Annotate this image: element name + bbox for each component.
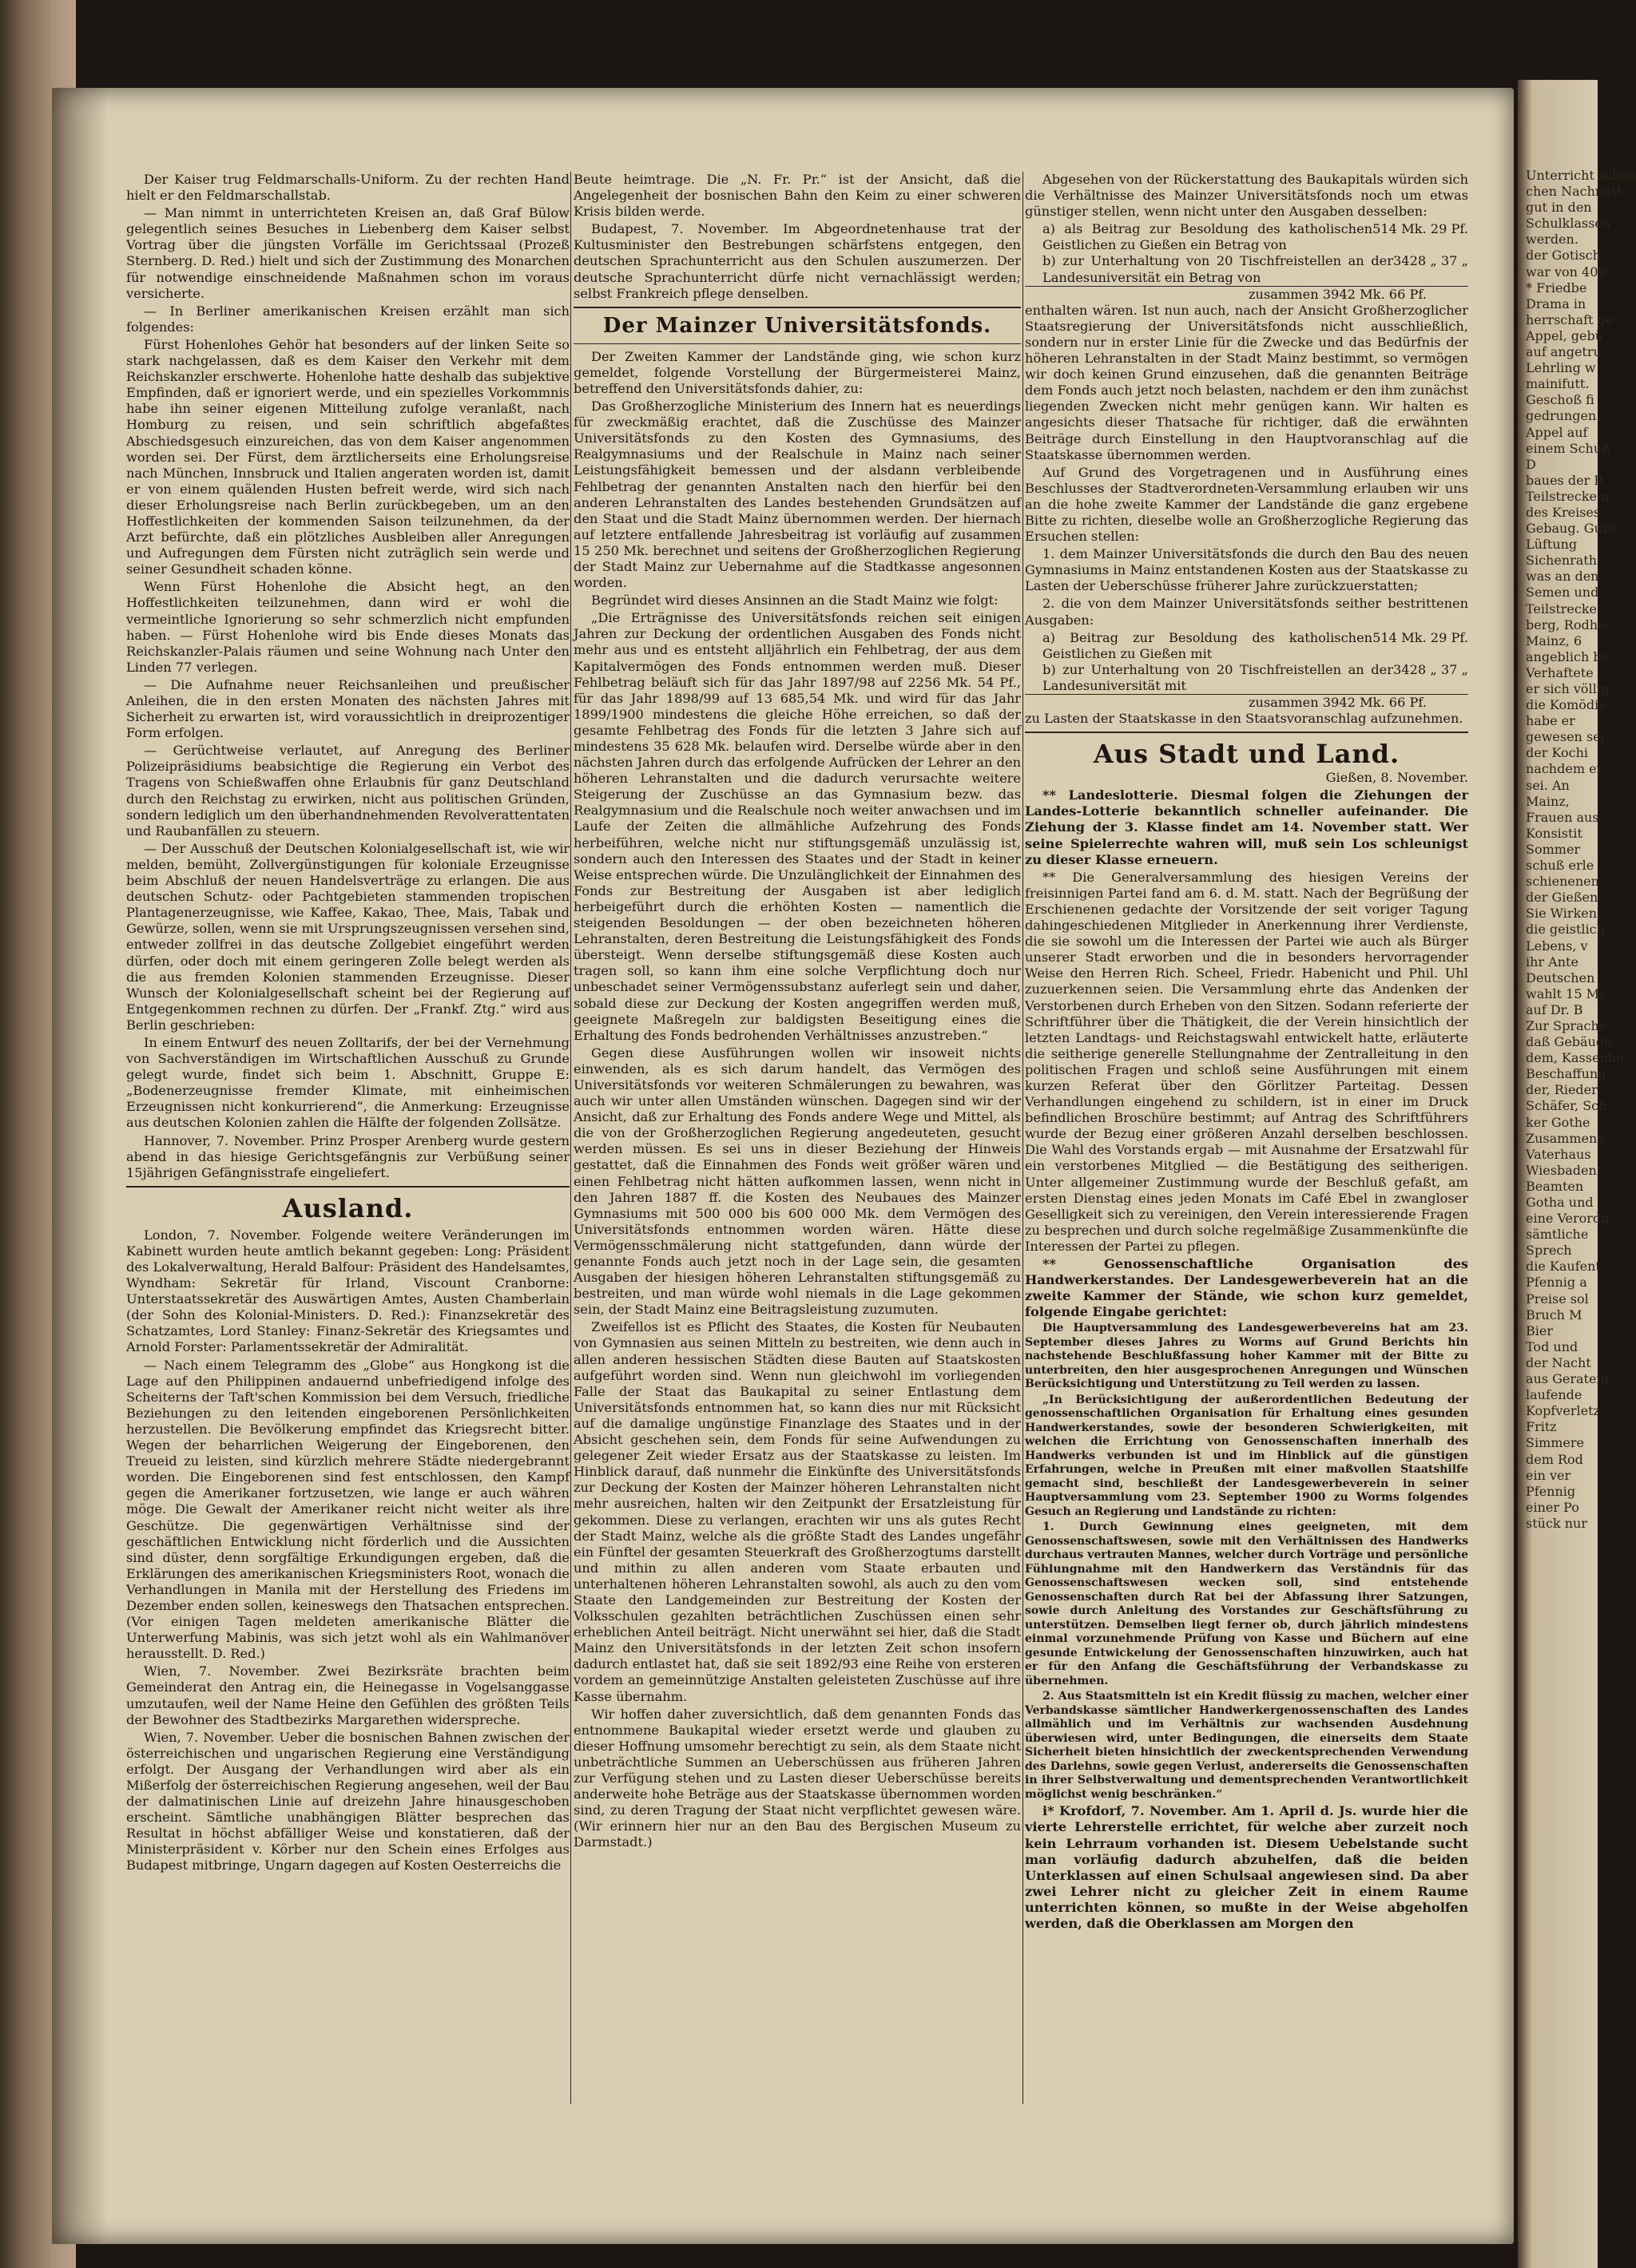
paragraph: Das Großherzogliche Ministerium des Innern hat es neuerdings für zweckmäßig erachtet, daß die Zuschüsse des Mainzer Universitätsfonds zu den Kosten des Gymnasiums, des Realgymnasiums und der Realschule in Mainz nach seiner Leistungsfähigkeit bemessen und der alsdann verbleibende Fehlbetrag der genannten Anstalten nach den hierfür bei den anderen Lehranstalten des Landes bestehenden Grundsätzen auf den Staat und die Stadt Mainz übernommen werden. Der hiernach auf letztere entfallende Jahresbeitrag ist vorläufig auf zusammen 15 250 Mk. berechnet und seitens der Großherzoglichen Regierung der Stadt Mainz zur Uebernahme auf die Stadtkasse angesonnen worden.: [574, 398, 1021, 591]
facing-page-line: Schäfer, Sch: [1526, 1098, 1607, 1114]
facing-page-line: auf Dr. B: [1526, 1001, 1583, 1017]
petition-paragraph: „In Berücksichtigung der außerordentlichen Bedeutung der genossenschaftlichen Organisation für Erhaltung eines gesunden Handwerkerstandes, sowie der besonderen Schwierigkeiten, mit welchen die Errichtung von Genossenschaften innerhalb des Handwerks verbunden ist und im Hinblick auf die günstigen Erfahrungen, welche in Preußen mit einer maßvollen Staatshilfe gemacht sind, beschließt der Landesgewerbeverein in seiner Hauptversammlung vom 23. September 1900 zu Worms folgendes Gesuch an Regierung und Landstände zu richten:: [1025, 1393, 1468, 1518]
budget-item-amount: 3428 „ 37 „: [1392, 253, 1468, 269]
budget-item-label: b) zur Unterhaltung von 20 Tischfreistellen an der Landesuniversität mit: [1042, 661, 1393, 693]
paragraph: Begründet wird dieses Ansinnen an die Stadt Mainz wie folgt:: [591, 593, 999, 609]
facing-page-line: Semen und: [1526, 585, 1599, 601]
column-1: [126, 172, 570, 1876]
facing-page-line: eine Verordn: [1526, 1211, 1610, 1227]
section-heading-stadt-und-land: Aus Stadt und Land.: [1093, 739, 1400, 770]
paragraph: — Die Aufnahme neuer Reichsanleihen und preußischer Anleihen, die in den ersten Monaten des nächsten Jahres mit Sicherheit zu erwarten ist, wird voraussichtlich in dreiprozentiger Form erfolgen.: [126, 676, 570, 741]
section-rule: [574, 343, 1021, 344]
facing-page-line: habe er: [1526, 713, 1575, 729]
facing-page-line: baues der R: [1526, 472, 1604, 488]
facing-page-line: aus Geratem: [1526, 1371, 1609, 1387]
budget-item-label: b) zur Unterhaltung von 20 Tischfreistellen an der Landesuniversität ein Betrag von: [1042, 253, 1393, 285]
facing-page-line: gut in den: [1526, 200, 1592, 216]
facing-page-line: wahlt 15 Mi: [1526, 985, 1604, 1001]
facing-page-line: auf angetru: [1526, 344, 1602, 360]
facing-page-line: D: [1526, 456, 1536, 472]
paragraph: Gegen diese Ausführungen wollen wir insoweit nichts einwenden, als es sich darum handelt, das Vermögen des Universitätsfonds vor weiteren Schmälerungen zu bewahren, was auch wir unter allen Umständen wünschen. Dagegen sind wir der Ansicht, daß zur Erhaltung des Fonds andere Wege und Mittel, als die von der Großherzoglichen Regierung angedeuteten, gesucht werden müssen. Es sei uns in dieser Beziehung der Hinweis gestattet, daß die Einnahmen des Fonds weit größer wären und einen Fehlbetrag nicht hätten aufkommen lassen, wenn nicht in den Jahren 1887 ff. die Kosten des Neubaues des Mainzer Gymnasiums mit 500 000 bis 600 000 Mk. dem Vermögen des Universitätsfonds entnommen worden wären. Hätte diese Vermögensschmälerung nicht stattgefunden, dann würde der genannte Fonds auch jetzt noch in der Lage sein, die gesamten Ausgaben der hiesigen höheren Lehranstalten stiftungsgemäß zu bestreiten, und man würde wohl niemals in die Lage gekommen sein, der Stadt Mainz eine Beitragsleistung zuzumuten.: [574, 1045, 1021, 1318]
facing-page-line: was an den: [1526, 569, 1599, 585]
facing-page-line: ker Gothe: [1526, 1114, 1590, 1130]
facing-page-line: mainifutt.: [1526, 376, 1590, 392]
budget-total-text: zusammen 3942 Mk. 66 Pf.: [1249, 286, 1427, 302]
facing-page-line: Appel, gebü: [1526, 327, 1604, 343]
facing-page-line: Sprech: [1526, 1243, 1572, 1259]
paragraph: In einem Entwurf des neuen Zolltarifs, der bei der Vernehmung von Sachverständigen im Wirtschaftlichen Ausschuß zu Grunde gelegt wurde, findet sich beim 1. Abschnitt, Gruppe E: „Bodenerzeugnisse fremder Klimate, mit einheimischen Erzeugnissen nicht konkurrierend“, die Anmerkung: Erzeugnisse aus deutschen Kolonien zahlen die Hälfte der folgenden Zollsätze.: [126, 1034, 570, 1131]
facing-page-line: schuß erle: [1526, 858, 1594, 874]
budget-item: [1025, 662, 1468, 694]
section-heading-ausland: Ausland.: [282, 1192, 414, 1223]
paragraph: Beute heimtrage. Die „N. Fr. Pr.“ ist der Ansicht, daß die Angelegenheit der bosnischen Bahn den Keim zu einer schweren Krisis bilden werde.: [574, 172, 1021, 220]
budget-item: [1025, 630, 1468, 662]
facing-page-line: Wiesbaden: [1526, 1162, 1597, 1178]
budget-item-label: a) als Beitrag zur Besoldung des katholischen Geistlichen zu Gießen ein Betrag von: [1042, 221, 1373, 253]
column-rule: [570, 172, 571, 2104]
facing-page-line: einem Schuß: [1526, 440, 1610, 456]
paragraph: — Man nimmt in unterrichteten Kreisen an, daß Graf Bülow gelegentlich seines Besuches in Liebenberg dem Kaiser selbst Vortrag über die jüngsten Vorfälle im Gerichtssaal (Prozeß Sternberg. D. Red.) hielt und sich der Zustimmung des Monarchen für notwendige einschneidende Maßnahmen schon im voraus versicherte.: [126, 205, 570, 301]
paragraph: enthalten wären. Ist nun auch, nach der Ansicht Großherzoglicher Staatsregierung der Universitätsfonds nicht ausschließlich, sondern nur in erster Linie für die Zwecke und das Bedürfnis der höheren Lehranstalten in der Stadt Mainz bestimmt, so vermögen wir doch keinen Grund einzusehen, daß die genannten Beiträge dem Fonds auch jetzt noch belasten, nachdem er den ihm zunächst liegenden Zwecken nicht mehr genügen kann. Wir halten es angesichts dieser Thatsache für richtiger, daß die erwähnten Beiträge durch Einstellung in den Hauptvoranschlag auf die Staatskasse übernommen werden.: [1025, 302, 1468, 462]
facing-page-line: er sich völlig: [1526, 681, 1610, 696]
facing-page-line: Bruch M: [1526, 1306, 1582, 1322]
paragraph: Der Kaiser trug Feldmarschalls-Uniform. Zu der rechten Hand hielt er den Feldmarschallstab.: [126, 172, 570, 204]
facing-page-line: der, Rieder: [1526, 1082, 1598, 1098]
numbered-item: 1. dem Mainzer Universitätsfonds die durch den Bau des neuen Gymnasiums in Mainz entstandenen Kosten aus der Staatskasse zu Lasten der Ueberschüsse früherer Jahre zurückzuerstatten;: [1025, 546, 1468, 594]
facing-page-line: Frauen aus: [1526, 809, 1599, 825]
facing-page-line: die Komödie: [1526, 697, 1606, 713]
paragraph: zu Lasten der Staatskasse in den Staatsvoranschlag aufzunehmen.: [1025, 711, 1463, 727]
facing-page-line: Beschaffung: [1526, 1066, 1606, 1082]
section-rule: [126, 1186, 570, 1188]
paragraph: Hannover, 7. November. Prinz Prosper Arenberg wurde gestern abend in das hiesige Gerichtsgefängnis zur Verbüßung seiner 15jährigen Gefängnisstrafe eingeliefert.: [126, 1132, 570, 1180]
facing-page-line: Unterricht schon: [1526, 168, 1636, 183]
paragraph: — Gerüchtweise verlautet, auf Anregung des Berliner Polizeipräsidiums beabsichtige die Regierung ein Verbot des Tragens von Schießwaffen ohne Erlaubnis für ganz Deutschland durch den Reichstag zu erwirken, nicht aus politischen Gründen, sondern lediglich um den überhandnehmenden Revolverattentaten und Raubanfällen zu steuern.: [126, 743, 570, 839]
facing-page-line: Kopfverletz: [1526, 1403, 1600, 1419]
facing-page-line: Konsistit: [1526, 825, 1582, 841]
facing-page-line: die Kaufent: [1526, 1259, 1601, 1275]
facing-page-line: Schulklassen: [1526, 216, 1611, 232]
facing-page-line: Appel auf: [1526, 424, 1588, 440]
facing-page-line: Preise sol: [1526, 1291, 1589, 1306]
dateline: Gießen, 8. November.: [1325, 770, 1468, 786]
facing-page-line: Vaterhaus: [1526, 1146, 1591, 1162]
facing-page-line: gewesen sei: [1526, 729, 1605, 745]
paragraph: Wien, 7. November. Zwei Bezirksräte brachten beim Gemeinderat den Antrag ein, die Heinegasse in Vogelsanggasse umzutaufen, weil der Name Heine den Gefühlen des größten Teils der Bewohner des Stadtbezirks Margarethen widerspreche.: [126, 1663, 570, 1727]
facing-page-line: Pfennig: [1526, 1483, 1576, 1499]
petition-paragraph: 1. Durch Gewinnung eines geeigneten, mit dem Genossenschaftswesen, sowie mit den Verhältnissen des Handwerks durchaus vertrauten Mannes, welcher durch Vorträge und persönliche Fühlungnahme mit den Handwerkern das Verständnis für das Genossenschaftswesen wecken soll, sind entstehende Genossenschaften durch Rat bei der Abfassung ihrer Satzungen, sowie durch Anleitung des Vorstandes zur Geschäftsführung zu unterstützen. Demselben liegt ferner ob, durch jährlich mindestens einmal vorzunehmende Prüfung von Kasse und Büchern auf eine gesunde Entwickelung der Genossenschaften hinzuwirken, auch hat er für den Anfang die Geschäftsführung der Verbandskasse zu übernehmen.: [1025, 1521, 1468, 1687]
facing-page-line: Deutschen: [1526, 969, 1595, 985]
facing-page-line: schienenen: [1526, 874, 1599, 890]
facing-page-line: herrschaft ge: [1526, 311, 1614, 327]
facing-page-line: Teilstrecke n: [1526, 488, 1610, 504]
budget-total-text: zusammen 3942 Mk. 66 Pf.: [1249, 695, 1427, 710]
facing-page-line: Teilstrecke: [1526, 601, 1598, 617]
budget-total: [1025, 286, 1468, 303]
facing-page-line: Sichenrath: [1526, 553, 1598, 569]
paragraph: Fürst Hohenlohes Gehör hat besonders auf der linken Seite so stark nachgelassen, daß es dem Kaiser den Verkehr mit dem Reichskanzler erschwerte. Hohenlohe hatte deshalb das subjektive Empfinden, daß er ignoriert werde, und ein spezielles Vorkommnis habe ihn seiner eigenen Mitteilung zufolge veranlaßt, nach Homburg zu reisen, und sein schriftlich abgefaßtes Abschiedsgesuch einzureichen, das von dem Kaiser angenommen worden sei. Der Fürst, dem ärztlicherseits eine Erholungsreise nach München, Innsbruck und Italien angeraten worden ist, damit er von einem quälenden Husten befreit werde, wird sich nach dieser Erholungsreise nach Berlin zurückbegeben, um an den Hoffestlichkeiten der kommenden Saison teilzunehmen, da der Arzt befürchte, daß ein plötzliches Ausbleiben aller Anregungen und Aufregungen dem Fürsten nicht zuträglich sein werde und seiner Gesundheit schaden könne.: [126, 336, 570, 577]
paragraph: — Nach einem Telegramm des „Globe“ aus Hongkong ist die Lage auf den Philippinen andauernd unbefriedigend infolge des Scheiterns der Taft'schen Kommission bei dem Versuch, friedliche Beziehungen zu den leitenden eingeborenen Persönlichkeiten herzustellen. Die Bevölkerung empfindet das Kriegsrecht bitter. Wegen der beharrlichen Weigerung der Eingeborenen, den Treueid zu leisten, sind kürzlich mehrere Städte niedergebrannt worden. Die Eingeborenen sind fest entschlossen, den Kampf gegen die Amerikaner fortzusetzen, wie lange er auch währen möge. Die Gewalt der Amerikaner reicht nicht weiter als ihre Geschütze. Die gegenwärtigen Verhältnisse sind der geschäftlichen Entwicklung nicht förderlich und die Aussichten sind düster, denn sorgfältige Erkundigungen ergeben, daß die Erklärungen des amerikanischen Kriegsministers Root, wonach die Verhandlungen in Manila mit der Herstellung des Friedens im Dezember enden sollen, keineswegs den Thatsachen entsprechen. (Vor einigen Tagen meldeten amerikanische Blätter die Unterwerfung Mabinis, was sich jetzt wohl als ein Wahlmanöver herausstellt. D. Red.): [126, 1357, 570, 1662]
facing-page-line: dem, Kassenbe: [1526, 1050, 1624, 1066]
facing-page-line: gedrungen.: [1526, 408, 1601, 424]
paragraph: Zweifellos ist es Pflicht des Staates, die Kosten für Neubauten von Gymnasien aus seinen Mitteln zu bestreiten, wie denn auch in allen anderen hessischen Städten diese Bauten auf Staatskosten aufgeführt worden sind. Wenn nun gleichwohl im vorliegenden Falle der Staat das Baukapital zu seiner Entlastung dem Universitätsfonds entnommen hat, so kann dies nur mit Rücksicht auf die damalige ungünstige Finanzlage des Staates und in der Absicht geschehen sein, dem Fonds für seine Aufwendungen zu gelegener Zeit wieder Ersatz aus der Staatskasse zu leisten. Im Hinblick darauf, daß nunmehr die Einkünfte des Universitätsfonds zur Deckung der Kosten der Mainzer höheren Lehranstalten nicht mehr ausreichen, halten wir den Zeitpunkt der Ersatzleistung für gekommen. Diese zu verlangen, erachten wir uns als gutes Recht der Stadt Mainz, welche als die größte Stadt des Landes ungefähr ein Fünftel der gesamten Steuerkraft des Großherzogtums darstellt und mithin zu allen anderen vom Staate erbauten und unterhaltenen höheren Lehranstalten sowohl, als auch zu den vom Staate den Landgemeinden zur Bestreitung der Kosten der Volksschulen gezahlten beträchtlichen Zuschüssen einen sehr erheblichen Anteil beiträgt. Nicht unerwähnt sei hier, daß die Stadt Mainz den Universitätsfonds in der letzten Zeit schon insofern dadurch entlastet hat, daß sie seit 1892/93 eine Reihe von ersteren vordem an gemeinnützige Anstalten geleisteten Zuschüsse auf ihre Kasse übernahm.: [574, 1319, 1021, 1704]
facing-page-line: des Kreises: [1526, 504, 1601, 520]
facing-page-line: Gebaug. Gunz: [1526, 521, 1618, 537]
paragraph: Budapest, 7. November. Im Abgeordnetenhause trat der Kultusminister den Bestrebungen schärfstens entgegen, den deutschen Sprachunterricht aus den Schulen auszumerzen. Der deutsche Sprachunterricht dürfe nicht vernachlässigt werden; selbst Frankreich pflege denselben.: [574, 221, 1021, 301]
paragraph: Abgesehen von der Rückerstattung des Baukapitals würden sich die Verhältnisse des Mainzer Universitätsfonds noch um etwas günstiger stellen, wenn nicht unter den Ausgaben desselben:: [1025, 172, 1468, 220]
facing-page-line: der Gotisch: [1526, 248, 1601, 264]
facing-page-line: daß Gebäude: [1526, 1034, 1612, 1050]
facing-page-line: Simmere: [1526, 1435, 1585, 1451]
facing-page-line: nachdem er: [1526, 761, 1603, 777]
facing-page-line: Lüftung: [1526, 537, 1578, 553]
facing-page-line: stück nur: [1526, 1515, 1587, 1531]
petition-paragraph: Die Hauptversammlung des Landesgewerbevereins hat am 23. September dieses Jahres zu Worms auf Grund Berichts hin nachstehende Beschlußfassung hoher Kammer mit der Bitte zu unterbreiten, den hier ausgesprochenen Anregungen und Wünschen Berücksichtigung und Unterstützung zu Teil werden zu lassen.: [1025, 1322, 1468, 1391]
facing-page-line: sämtliche: [1526, 1227, 1589, 1243]
facing-page-line: Zur Sprache: [1526, 1017, 1607, 1033]
facing-page-line: der Gießen: [1526, 890, 1598, 906]
facing-page-line: der Nacht: [1526, 1354, 1591, 1370]
facing-page-line: chen Nachmitt: [1526, 184, 1622, 200]
petition-paragraph: 2. Aus Staatsmitteln ist ein Kredit flüssig zu machen, welcher einer Verbandskasse sämtlicher Handwerkergenossenschaften des Landes allmählich und im Verhältnis zur wachsenden Ausdehnung überwiesen wird, unter Bedingungen, die einerseits dem Staate Sicherheit bieten hinsichtlich der zweckentsprechenden Verwendung des Darlehns, sowie gegen Verlust, andererseits die Genossenschaften in ihrer Selbstverwaltung und dementsprechenden Verantwortlichkeit möglichst wenig beschränken.“: [1025, 1690, 1468, 1801]
facing-page-line: werden.: [1526, 232, 1578, 248]
facing-page-line: Mainz,: [1526, 793, 1570, 809]
facing-page-line: Pfennig a: [1526, 1275, 1587, 1291]
article-heading-mainzer-universitaetsfonds: Der Mainzer Universitätsfonds.: [602, 313, 992, 338]
column-2: [574, 172, 1021, 1852]
column-3: [1025, 172, 1468, 1933]
facing-page-line: Gotha und: [1526, 1195, 1594, 1210]
facing-page-edge: [1518, 80, 1636, 2268]
facing-page-line: dem Rod: [1526, 1451, 1583, 1467]
facing-page-line: der Kochi: [1526, 745, 1588, 761]
budget-item-label: a) Beitrag zur Besoldung des katholischen Geistlichen zu Gießen mit: [1042, 629, 1373, 661]
paragraph: London, 7. November. Folgende weitere Veränderungen im Kabinett wurden heute amtlich bekannt gegeben: Long: Präsident des Lokalverwaltung, Herald Balfour: Präsident des Handelsamtes, Wyndham: Sekretär für Irland, Viscount Cranborne: Unterstaatssekretär des Auswärtigen Amtes, Austen Chamberlain (der Sohn des Kolonial-Ministers. D. Red.): Finanzsekretär des Schatzamtes, Lord Stanley: Finanz-Sekretär des Kriegsamtes und Arnold Forster: Parlamentssekretär der Admiralität.: [126, 1227, 570, 1355]
paragraph: ** Landeslotterie. Diesmal folgen die Ziehungen der Landes-Lotterie bekanntlich schneller aufeinander. Die Ziehung der 3. Klasse findet am 14. November statt. Wer seine Spielerrechte wahren will, muß sein Los schleunigst zu dieser Klasse erneuern.: [1025, 787, 1468, 867]
numbered-item: 2. die von dem Mainzer Universitätsfonds seither bestrittenen Ausgaben:: [1025, 596, 1468, 628]
facing-page-line: Beamten: [1526, 1178, 1584, 1194]
facing-page-line: Bier: [1526, 1322, 1553, 1338]
section-rule: [574, 307, 1021, 308]
facing-page-line: die geistlich: [1526, 922, 1605, 938]
facing-page-line: laufende: [1526, 1387, 1582, 1403]
facing-page-line: sei. An: [1526, 777, 1570, 793]
facing-page-line: einer Po: [1526, 1499, 1579, 1515]
paragraph: Der Zweiten Kammer der Landstände ging, wie schon kurz gemeldet, folgende Vorstellung der Bürgermeisterei Mainz, betreffend den Universitätsfonds dahier, zu:: [574, 348, 1021, 396]
paragraph: Wir hoffen daher zuversichtlich, daß dem genannten Fonds das entnommene Baukapital wieder ersetzt werde und glauben zu dieser Hoffnung umsomehr berechtigt zu sein, als dem Staate nicht unbeträchtliche Summen an Ueberschüssen aus früheren Jahren zur Verfügung stehen und zu Lasten dieser Ueberschüsse bereits anderweite hohe Beträge aus der Staatskasse übernommen worden sind, zu deren Tragung der Staat nicht verpflichtet gewesen wäre. (Wir erinnern hier nur an den Bau des Bergischen Museum zu Darmstadt.): [574, 1706, 1021, 1850]
budget-item-amount: 3428 „ 37 „: [1392, 661, 1468, 677]
budget-item: [1025, 221, 1468, 253]
paragraph: „Die Erträgnisse des Universitätsfonds reichen seit einigen Jahren zur Deckung der ordentlichen Ausgaben des Fonds nicht mehr aus und es entsteht alljährlich ein Fehlbetrag, der aus dem Kapitalvermögen des Fonds entnommen werden muß. Dieser Fehlbetrag beläuft sich für das Jahr 1897/98 auf 2256 Mk. 54 Pf., für das Jahr 1898/99 auf 13 685,54 Mk. und wird für das Jahr 1899/1900 mindestens die gleiche Höhe erreichen, so daß der gesamte Fehlbetrag des Fonds für die letzten 3 Jahre sich auf mindestens 35 628 Mk. belaufen wird. Derselbe würde aber in den nächsten Jahren durch das erfolgende Aufrücken der Lehrer an den höheren Lehranstalten und die dadurch verursachte weitere Steigerung der Zuschüsse an das Gymnasium bezw. das Realgymnasium und die Realschule noch weiter anwachsen und im Laufe der Zeiten die allmähliche Aufzehrung des Fonds herbeiführen, welche nicht nur stiftungsgemäß unzulässig ist, sondern auch den Interessen des Staates und der Stadt in keiner Weise entsprechen würde. Die Unzulänglichkeit der Einnahmen des Fonds zur Bestreitung der Ausgaben ist aber lediglich herbeigeführt durch die erhöhten Kosten — namentlich die steigenden Besoldungen — der oben bezeichneten höheren Lehranstalten, deren Bestreitung die Leistungsfähigkeit des Fonds übersteigt. Wenn derselbe stiftungsgemäß diese Kosten auch tragen soll, so kann ihm eine solche Verpflichtung doch nur unbeschadet seiner Vermögenssubstanz auferlegt sein und daher, sobald diese zur Deckung der Kosten angegriffen werden muß, geeignete Maßregeln zur baldigsten Beseitigung eines die Erhaltung des Fonds bedrohenden Verhältnisses anzustreben.“: [574, 610, 1021, 1043]
facing-page-line: Sommer: [1526, 841, 1581, 857]
facing-page-text: [1526, 168, 1636, 1532]
budget-item-amount: 514 Mk. 29 Pf.: [1372, 629, 1468, 645]
facing-page-line: Sie Wirken: [1526, 906, 1598, 922]
facing-page-line: Tod und: [1526, 1338, 1578, 1354]
facing-page-line: Verhaftete: [1526, 664, 1594, 680]
facing-page-line: Lehrling w: [1526, 360, 1596, 376]
facing-page-line: ihr Ante: [1526, 954, 1578, 969]
facing-page-line: Lebens, v: [1526, 938, 1588, 954]
budget-item-amount: 514 Mk. 29 Pf.: [1372, 221, 1468, 237]
paragraph: Wien, 7. November. Ueber die bosnischen Bahnen zwischen der österreichischen und ungarischen Regierung eine Verständigung erfolgt. Der Ausgang der Verhandlungen wird aber als ein Mißerfolg der österreichischen Regierung angesehen, weil der Bau der dalmatinischen Linie auf dreizehn Jahre hinausgeschoben erscheint. Sämtliche unabhängigen Blätter besprechen das Resultat in höchst abfälliger Weise und konstatieren, daß der Ministerpräsident v. Körber nur den Schein eines Erfolges aus Budapest mitbringe, Ungarn dagegen auf Kosten Oesterreichs die: [126, 1729, 570, 1873]
facing-page-line: berg, Rodhe: [1526, 617, 1606, 632]
column-rule: [1022, 172, 1023, 2104]
section-rule: [1025, 732, 1468, 733]
facing-page-line: ein ver: [1526, 1467, 1571, 1483]
paragraph: — In Berliner amerikanischen Kreisen erzählt man sich folgendes:: [126, 303, 570, 335]
facing-page-line: Zusammens: [1526, 1130, 1604, 1146]
facing-page-line: Fritz: [1526, 1419, 1557, 1435]
budget-item: [1025, 253, 1468, 285]
facing-page-line: war von 400: [1526, 264, 1606, 280]
paragraph: i* Krofdorf, 7. November. Am 1. April d. Js. wurde hier die vierte Lehrerstelle errichtet, für welche aber zurzeit noch kein Lehrraum vorhanden ist. Diesem Uebelstande sucht man vorläufig dadurch abzuhelfen, daß die beiden Unterklassen auf einen Schulsaal angewiesen sind. Da aber zwei Lehrer nicht zu gleicher Zeit in einem Raume unterrichten können, so mußte in der Weise abgeholfen werden, daß die Oberklassen am Morgen den: [1025, 1803, 1468, 1932]
facing-page-line: angeblich be: [1526, 648, 1610, 664]
paragraph: ** Genossenschaftliche Organisation des Handwerkerstandes. Der Landesgewerbeverein hat an die zweite Kammer der Stände, wie schon kurz gemeldet, folgende Eingabe gerichtet:: [1025, 1256, 1468, 1320]
facing-page-line: Geschoß fi: [1526, 392, 1594, 408]
facing-page-line: Drama in: [1526, 295, 1586, 311]
budget-total: [1025, 694, 1468, 711]
facing-page-line: Mainz, 6: [1526, 632, 1582, 648]
facing-page-line: * Friedbe: [1526, 280, 1587, 295]
paragraph: Wenn Fürst Hohenlohe die Absicht hegt, an den Hoffestlichkeiten teilzunehmen, dann wird er wohl die vermeintliche Ignorierung so sehr schmerzlich nicht empfunden haben. — Fürst Hohenlohe wird bis Ende dieses Monats das Reichskanzler-Palais räumen und seine Wohnung nach Unter den Linden 77 verlegen.: [126, 579, 570, 675]
paragraph: ** Die Generalversammlung des hiesigen Vereins der freisinnigen Partei fand am 6. d. M. statt. Nach der Begrüßung der Erschienenen gedachte der Vorsitzende der seit voriger Tagung dahingeschiedenen Mitglieder in Anerkennung ihrer Verdienste, die sie sowohl um die Interessen der Partei wie auch als Bürger unserer Stadt erworben und die in besonders hervorragender Weise den Herren Rich. Scheel, Friedr. Habenicht und Phil. Uhl zuzuerkennen seien. Die Versammlung ehrte das Andenken der Verstorbenen durch Erheben von den Sitzen. Sodann referierte der Schriftführer über die Thätigkeit, die der Verein hinsichtlich der letzten Landtags- und Reichstagswahl entwickelt hatte, erläuterte die seitherige generelle Stellungnahme der Zentralleitung in den politischen Fragen und schloß seine Ausführungen mit einem kurzen Referat über den Görlitzer Parteitag. Dessen Verhandlungen eingehend zu schildern, ist in einer im Druck befindlichen Broschüre bestimmt; auf Antrag des Schriftführers wurde der Bezug einer größeren Anzahl derselben beschlossen. Die Wahl des Vorstands ergab — mit Ausnahme der Ersatzwahl für ein verstorbenes Mitglied — die Bestätigung des seitherigen. Unter allgemeiner Zustimmung wurde der Beschluß gefaßt, am ersten Dienstag eines jeden Monats im Café Ebel in zwangloser Geselligkeit sich zu vereinigen, den Verein interessierende Fragen zu besprechen und durch solche regelmäßige Zusammenkünfte die Interessen der Partei zu pflegen.: [1025, 869, 1468, 1254]
paragraph: — Der Ausschuß der Deutschen Kolonialgesellschaft ist, wie wir melden, bemüht, Zollvergünstigungen für koloniale Erzeugnisse beim Abschluß der neuen Handelsverträge zu erlangen. Die aus deutschen Schutz- oder Pachtgebieten stammenden tropischen Plantagenerzeugnisse, wie Kaffee, Kakao, Thee, Mais, Tabak und Gewürze, sollen, wenn sie mit Ursprungszeugnissen versehen sind, entweder zollfrei in das deutsche Zollgebiet eingeführt werden dürfen, oder doch mit einem geringeren Zolle belegt werden als die aus fremden Kolonien stammenden Erzeugnisse. Dieser Wunsch der Kolonialgesellschaft scheint bei der Regierung auf Entgegenkommen rechnen zu dürfen. Der „Frankf. Ztg.“ wird aus Berlin geschrieben:: [126, 840, 570, 1033]
paragraph: Auf Grund des Vorgetragenen und in Ausführung eines Beschlusses der Stadtverordneten-Versammlung erlauben wir uns an die hohe zweite Kammer der Landstände die ganz ergebene Bitte zu richten, dieselbe wolle an Großherzogliche Regierung das Ersuchen stellen:: [1025, 464, 1468, 545]
